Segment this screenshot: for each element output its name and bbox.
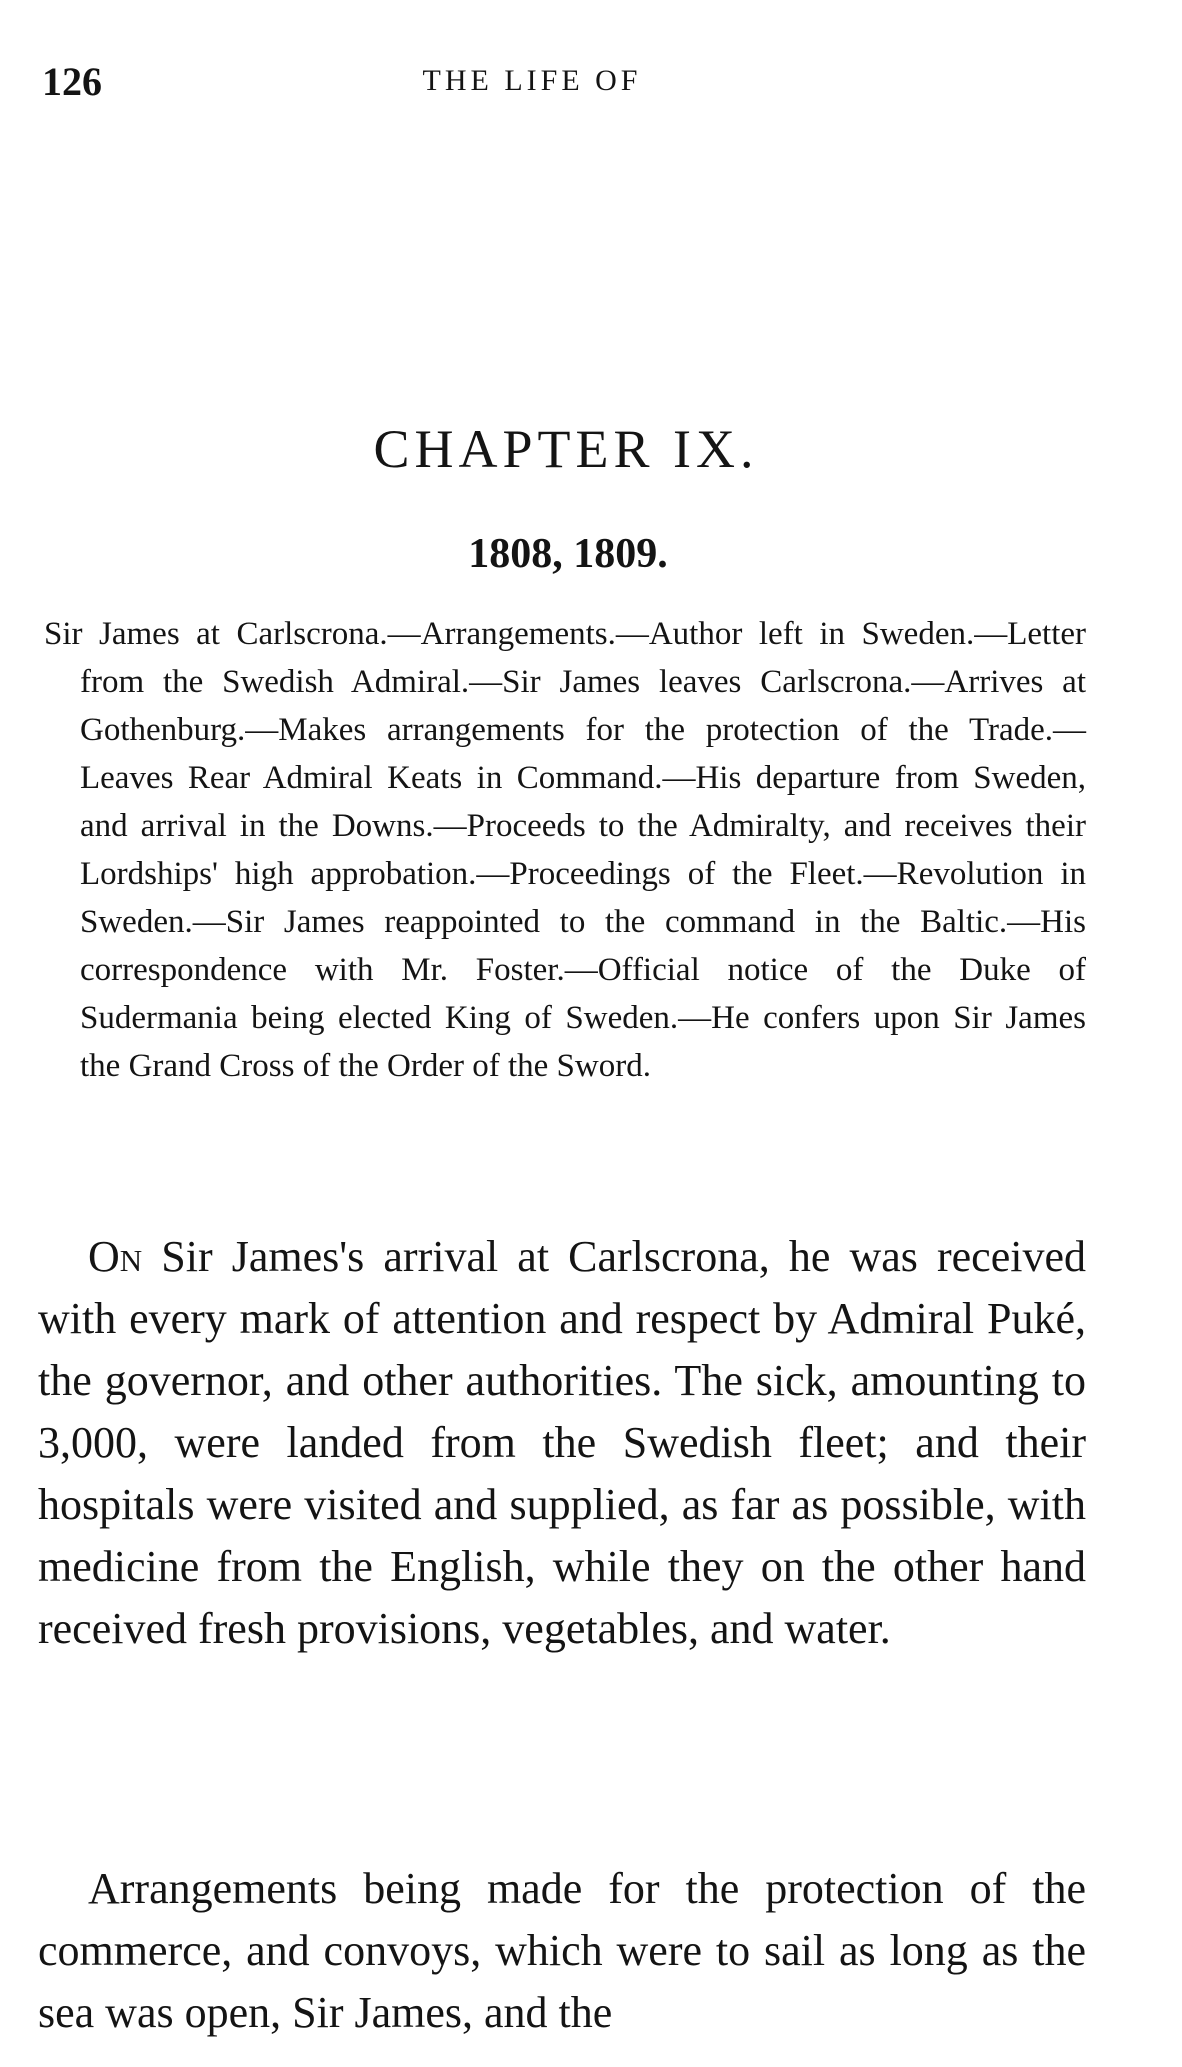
chapter-title: CHAPTER IX.	[373, 419, 759, 479]
chapter-years: 1808, 1809.	[468, 531, 668, 577]
page-number: 126	[42, 59, 102, 104]
chapter-summary	[44, 610, 1086, 1090]
running-head	[0, 64, 1182, 98]
paragraph-1-text: Sir James's arrival at Carlscrona, he was received with every mark of attention and respect by Admiral Puké, the governor, and other authorities. The sick, amounting to 3,000, were landed from the Swedish fleet; and their hospitals were visited and supplied, as far as possible, with medicine from the English, while they on the other hand received fresh provisions, vegetables, and water.	[38, 1232, 1086, 1653]
paragraph-lead-word: On	[88, 1232, 143, 1281]
body-paragraph-1	[38, 1226, 1086, 1660]
running-title: THE LIFE OF	[422, 64, 642, 97]
body-paragraph-2: Arrangements being made for the protection of the commerce, and convoys, which were to sail as long as the sea was open, Sir James, and the	[38, 1864, 1086, 2037]
chapter-years-heading	[0, 530, 1182, 578]
chapter-summary-text: Sir James at Carlscrona.—Arrangements.—Author left in Sweden.—Letter from the Swedish Admiral.—Sir James leaves Carlscrona.—Arrives at Gothenburg.—Makes arrangements for the protection of the Trade.—Leaves Rear Admiral Keats in Command.—His departure from Sweden, and arrival in the Downs.—Proceeds to the Admiralty, and receives their Lordships' high approbation.—Proceedings of the Fleet.—Revolution in Sweden.—Sir James reappointed to the command in the Baltic.—His correspondence with Mr. Foster.—Official notice of the Duke of Sudermania being elected King of Sweden.—He confers upon Sir James the Grand Cross of the Order of the Sword.	[44, 616, 1086, 1084]
chapter-heading	[0, 418, 1182, 480]
